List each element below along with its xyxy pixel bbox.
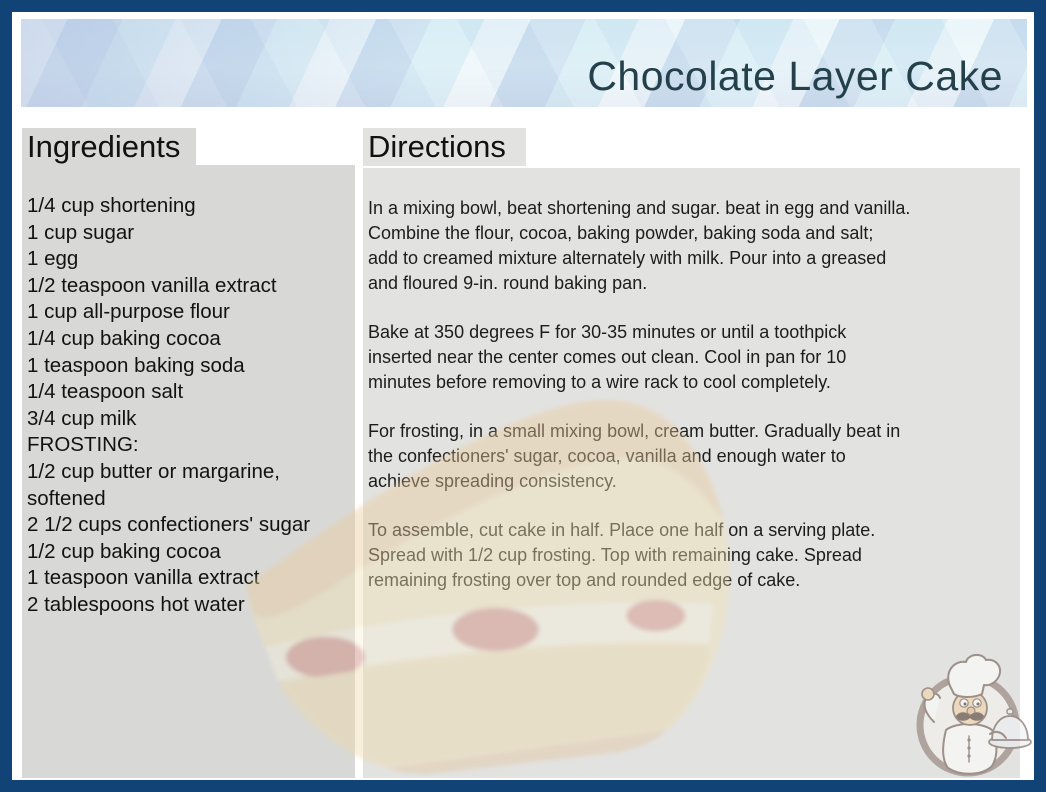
ingredient-item: 3/4 cup milk [27, 406, 137, 430]
ingredient-item: 1/2 cup butter or margarine, softened [27, 459, 280, 510]
directions-heading: Directions [363, 128, 526, 166]
ingredient-item-frosting-label: FROSTING: [27, 433, 139, 457]
ingredient-item: 1 egg [27, 247, 79, 271]
ingredient-item: 1/4 cup shortening [27, 194, 196, 217]
directions-paragraph-1: In a mixing bowl, beat shortening and sugar. beat in egg and vanilla. Combine the flour, cocoa, baking powder, baking soda and salt; add to creamed mixture alternately with milk. Pour into a greased and floured 9-in. round baking pan. [368, 198, 911, 293]
ingredients-panel [22, 165, 355, 778]
ingredient-item: 2 1/2 cups confectioners' sugar [27, 513, 311, 537]
directions-panel [363, 168, 1020, 778]
ingredient-item: 1/4 teaspoon salt [27, 380, 184, 404]
ingredient-item: 1 cup all-purpose flour [27, 300, 230, 324]
ingredient-item: 1/4 cup baking cocoa [27, 326, 221, 350]
ingredient-item: 1 teaspoon baking soda [27, 353, 245, 377]
ingredient-item: 1/2 teaspoon vanilla extract [27, 273, 277, 297]
directions-paragraph-2: Bake at 350 degrees F for 30-35 minutes or until a toothpick inserted near the center comes out clean. Cool in pan for 10 minutes before removing to a wire rack to cool completely. [368, 322, 847, 392]
ingredients-list [22, 165, 355, 619]
ingredients-heading: Ingredients [22, 128, 196, 166]
directions-paragraph-3: For frosting, in a small mixing bowl, cream butter. Gradually beat in the confectioners' sugar, cocoa, vanilla and enough water to achieve spreading consistency. [368, 421, 901, 491]
ingredient-item: 1/2 cup baking cocoa [27, 539, 221, 563]
ingredient-item: 1 teaspoon vanilla extract [27, 566, 260, 590]
page-title: Chocolate Layer Cake [587, 53, 1003, 99]
ingredient-item: 2 tablespoons hot water [27, 592, 245, 616]
ingredient-item: 1 cup sugar [27, 220, 135, 244]
directions-text [363, 168, 1020, 593]
directions-paragraph-4: To assemble, cut cake in half. Place one half on a serving plate. Spread with 1/2 cup frosting. Top with remaining cake. Spread remaining frosting over top and rounded edge of cake. [368, 520, 876, 590]
header-band [21, 19, 1027, 107]
